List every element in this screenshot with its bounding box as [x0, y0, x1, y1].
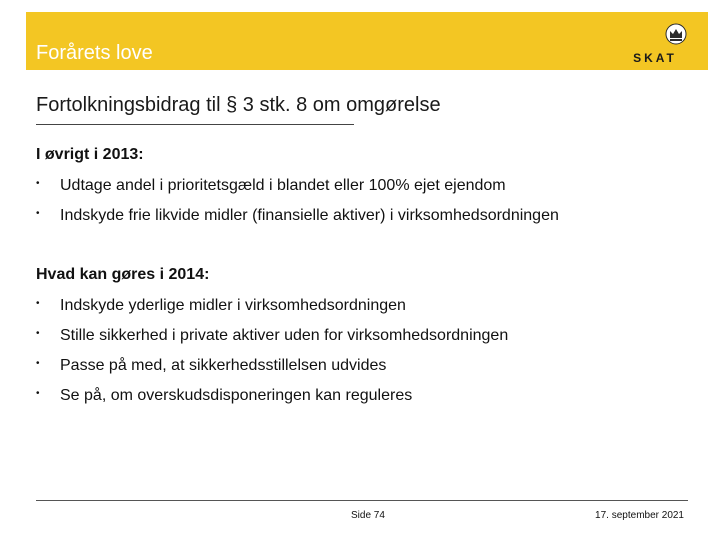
list-item-text: Udtage andel i prioritetsgæld i blandet eller 100% ejet ejendom	[60, 177, 506, 194]
section-heading-2013: I øvrigt i 2013:	[36, 146, 144, 163]
list-item-text: Stille sikkerhed i private aktiver uden for virksomhedsordningen	[60, 327, 509, 344]
bullet-icon: •	[36, 208, 40, 219]
bullet-icon: •	[36, 328, 40, 339]
section-heading-2014: Hvad kan gøres i 2014:	[36, 266, 210, 283]
slide-subtitle: Fortolkningsbidrag til § 3 stk. 8 om omgørelse	[36, 94, 441, 116]
bullet-icon: •	[36, 388, 40, 399]
slide-title: Forårets love	[36, 42, 153, 64]
list-item-text: Passe på med, at sikkerhedsstillelsen udvides	[60, 357, 387, 374]
footer-date: 17. september 2021	[595, 510, 684, 521]
skat-wordmark: SKAT	[633, 51, 677, 65]
subtitle-divider	[36, 124, 354, 125]
bullet-icon: •	[36, 178, 40, 189]
footer-divider	[36, 500, 688, 501]
bullet-icon: •	[36, 358, 40, 369]
list-item-text: Se på, om overskudsdisponeringen kan reguleres	[60, 387, 413, 404]
list-item-text: Indskyde yderlige midler i virksomhedsordningen	[60, 297, 406, 314]
page-number: Side 74	[351, 510, 385, 521]
header-band	[26, 12, 708, 70]
skat-logo	[618, 20, 692, 66]
bullet-icon: •	[36, 298, 40, 309]
crown-base	[670, 39, 682, 41]
list-item-text: Indskyde frie likvide midler (finansielle aktiver) i virksomhedsordningen	[60, 207, 559, 224]
